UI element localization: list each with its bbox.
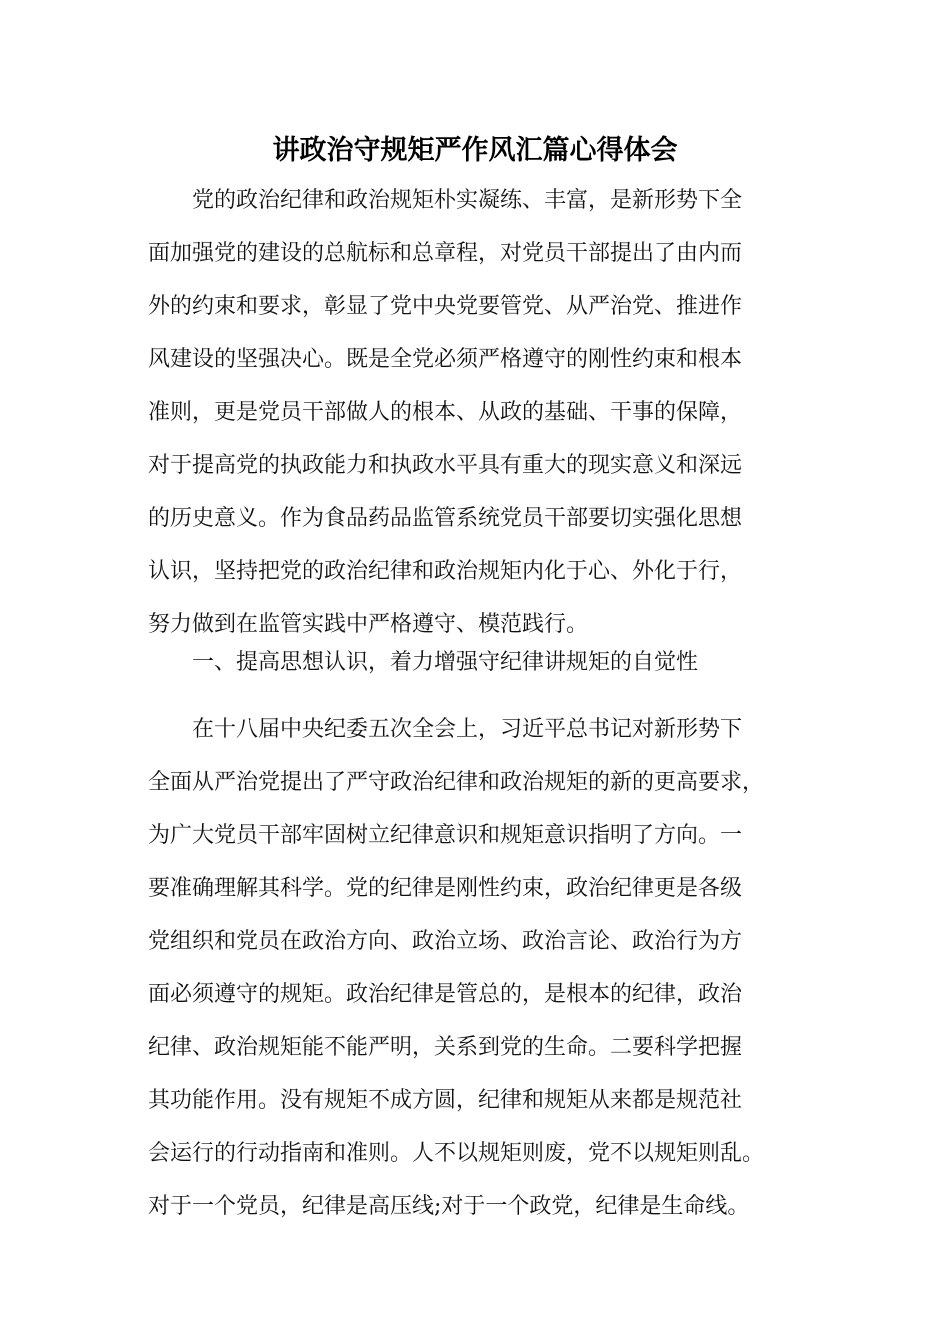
text-line: 努力做到在监管实践中严格遵守、模范践行。 bbox=[148, 612, 589, 637]
text-line: 纪律、政治规矩能不能严明，关系到党的生命。二要科学把握 bbox=[148, 1035, 743, 1060]
text-line: 对于一个党员，纪律是高压线;对于一个政党，纪律是生命线。 bbox=[148, 1194, 750, 1219]
text-line: 为广大党员干部牢固树立纪律意识和规矩意识指明了方向。一 bbox=[148, 823, 743, 848]
document-title: 讲政治守规矩严作风汇篇心得体会 bbox=[272, 135, 678, 166]
text-line: 的历史意义。作为食品药品监管系统党员干部要切实强化思想 bbox=[148, 506, 743, 531]
text-line: 要准确理解其科学。党的纪律是刚性约束，政治纪律更是各级 bbox=[148, 876, 743, 901]
text-line: 其功能作用。没有规矩不成方圆，纪律和规矩从来都是规范社 bbox=[148, 1088, 743, 1113]
section-heading-text: 一、提高思想认识，着力增强守纪律讲规矩的自觉性 bbox=[192, 650, 699, 675]
paragraph-section-1 bbox=[148, 703, 808, 1233]
text-line: 面加强党的建设的总航标和总章程，对党员干部提出了由内而 bbox=[148, 241, 743, 266]
section-heading-1 bbox=[148, 636, 808, 689]
text-line: 党组织和党员在政治方向、政治立场、政治言论、政治行为方 bbox=[148, 929, 743, 954]
text-line: 在十八届中央纪委五次全会上，习近平总书记对新形势下 bbox=[192, 717, 743, 742]
text-line: 面必须遵守的规矩。政治纪律是管总的，是根本的纪律，政治 bbox=[148, 982, 743, 1007]
text-line: 党的政治纪律和政治规矩朴实凝练、丰富，是新形势下全 bbox=[192, 188, 743, 213]
text-line: 外的约束和要求，彰显了党中央党要管党、从严治党、推进作 bbox=[148, 294, 743, 319]
text-line: 对于提高党的执政能力和执政水平具有重大的现实意义和深远 bbox=[148, 453, 743, 478]
text-line: 全面从严治党提出了严守政治纪律和政治规矩的新的更高要求， bbox=[148, 770, 765, 795]
text-line: 认识，坚持把党的政治纪律和政治规矩内化于心、外化于行， bbox=[148, 559, 743, 584]
paragraph-intro bbox=[148, 174, 808, 651]
text-line: 准则，更是党员干部做人的根本、从政的基础、干事的保障， bbox=[148, 400, 743, 425]
text-line: 风建设的坚强决心。既是全党必须严格遵守的刚性约束和根本 bbox=[148, 347, 743, 372]
text-line: 会运行的行动指南和准则。人不以规矩则废，党不以规矩则乱。 bbox=[148, 1141, 765, 1166]
